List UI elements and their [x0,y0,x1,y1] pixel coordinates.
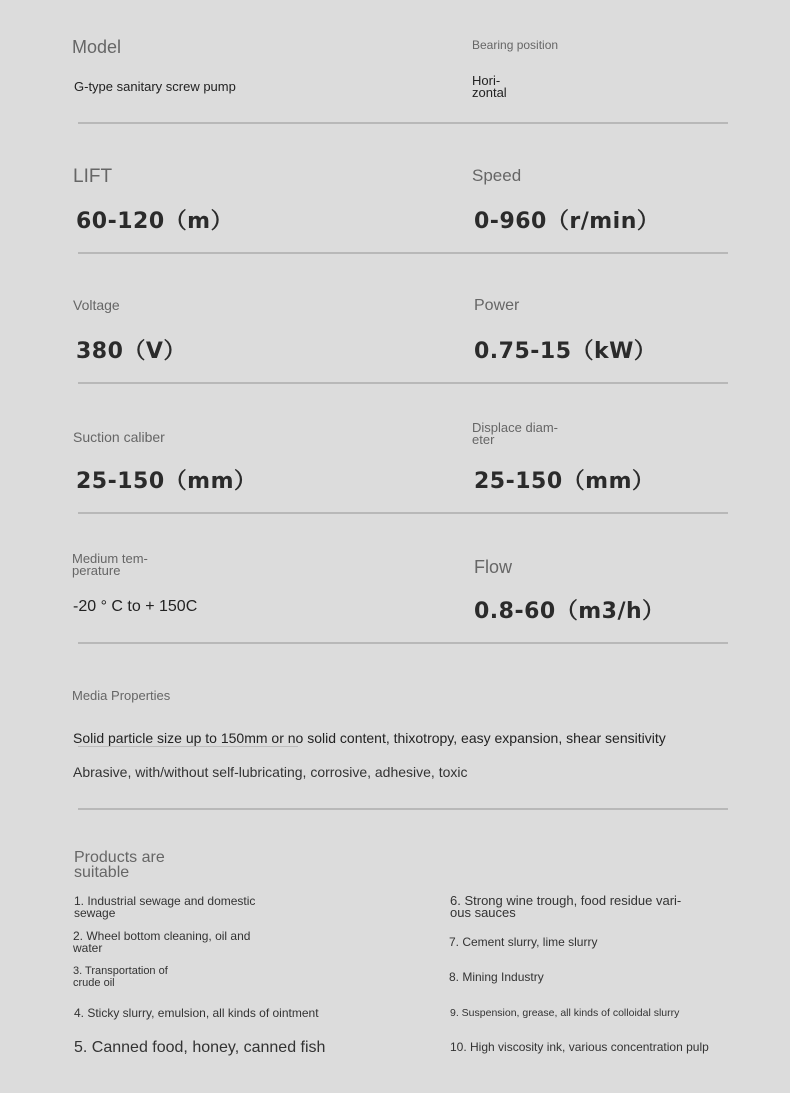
list-item-line2: crude oil [73,977,115,989]
medium-value: -20 ° C to + 150C [73,598,198,615]
displace-label-line2: eter [472,432,495,447]
list-item-line2: sewage [74,906,116,920]
divider [78,808,728,810]
media-properties-line1: Solid particle size up to 150mm or no solid content, thixotropy, easy expansion, shear sensitivity [73,730,666,746]
bearing-value [472,75,507,99]
products-heading [74,850,165,880]
lift-label: LIFT [73,166,113,187]
list-item-line1: 5. Canned food, honey, canned fish [74,1039,326,1056]
list-item [450,895,681,919]
media-properties-line2: Abrasive, with/without self-lubricating, corrosive, adhesive, toxic [73,764,468,780]
faint-underline [78,746,298,747]
displace-label-line1: Displace diam- [472,420,558,435]
medium-label [72,553,148,577]
speed-value: 0-960（r/min） [474,209,660,234]
bearing-label: Bearing position [472,38,559,52]
model-value: G-type sanitary screw pump [74,79,236,94]
medium-label-line2: perature [72,563,121,578]
model-label: Model [72,37,122,57]
products-heading-line2: suitable [74,864,130,881]
bearing-value-line2: zontal [472,85,507,100]
bearing-value-line1: Hori- [472,73,501,88]
list-item [449,970,544,984]
list-item [74,895,255,919]
voltage-value: 380（V） [76,339,186,364]
voltage-label: Voltage [73,297,120,313]
list-item [73,930,250,954]
list-item-line1: 10. High viscosity ink, various concentration pulp [450,1040,709,1054]
products-heading-line1: Products are [74,849,165,866]
list-item-line2: water [73,941,103,955]
suction-value: 25-150（mm） [76,469,257,494]
flow-label: Flow [474,557,513,577]
divider [78,122,728,124]
list-item [73,965,168,989]
list-item [74,1006,319,1020]
divider [78,512,728,514]
divider [78,252,728,254]
power-label: Power [474,297,520,314]
displace-label [472,422,558,446]
divider [78,642,728,644]
list-item-line1: 7. Cement slurry, lime slurry [449,935,598,949]
list-item-line1: 6. Strong wine trough, food residue vari- [450,893,682,908]
power-value: 0.75-15（kW） [474,339,657,364]
speed-label: Speed [472,166,522,185]
list-item-line1: 9. Suspension, grease, all kinds of colloidal slurry [450,1007,680,1019]
divider [78,382,728,384]
medium-label-line1: Medium tem- [72,551,148,566]
list-item [450,1040,709,1054]
list-item-line1: 2. Wheel bottom cleaning, oil and [73,929,251,943]
suction-label: Suction caliber [73,429,165,445]
list-item-line1: 8. Mining Industry [449,970,544,984]
displace-value: 25-150（mm） [474,469,655,494]
lift-value: 60-120（m） [76,209,234,234]
list-item-line2: ous sauces [450,905,516,920]
media-properties-label: Media Properties [72,688,171,703]
list-item-line1: 1. Industrial sewage and domestic [74,894,256,908]
list-item [449,935,597,949]
flow-value: 0.8-60（m3/h） [474,599,665,624]
list-item-line1: 3. Transportation of [73,965,168,977]
list-item [450,1007,679,1019]
list-item-line1: 4. Sticky slurry, emulsion, all kinds of ointment [74,1006,319,1020]
list-item [74,1039,325,1057]
